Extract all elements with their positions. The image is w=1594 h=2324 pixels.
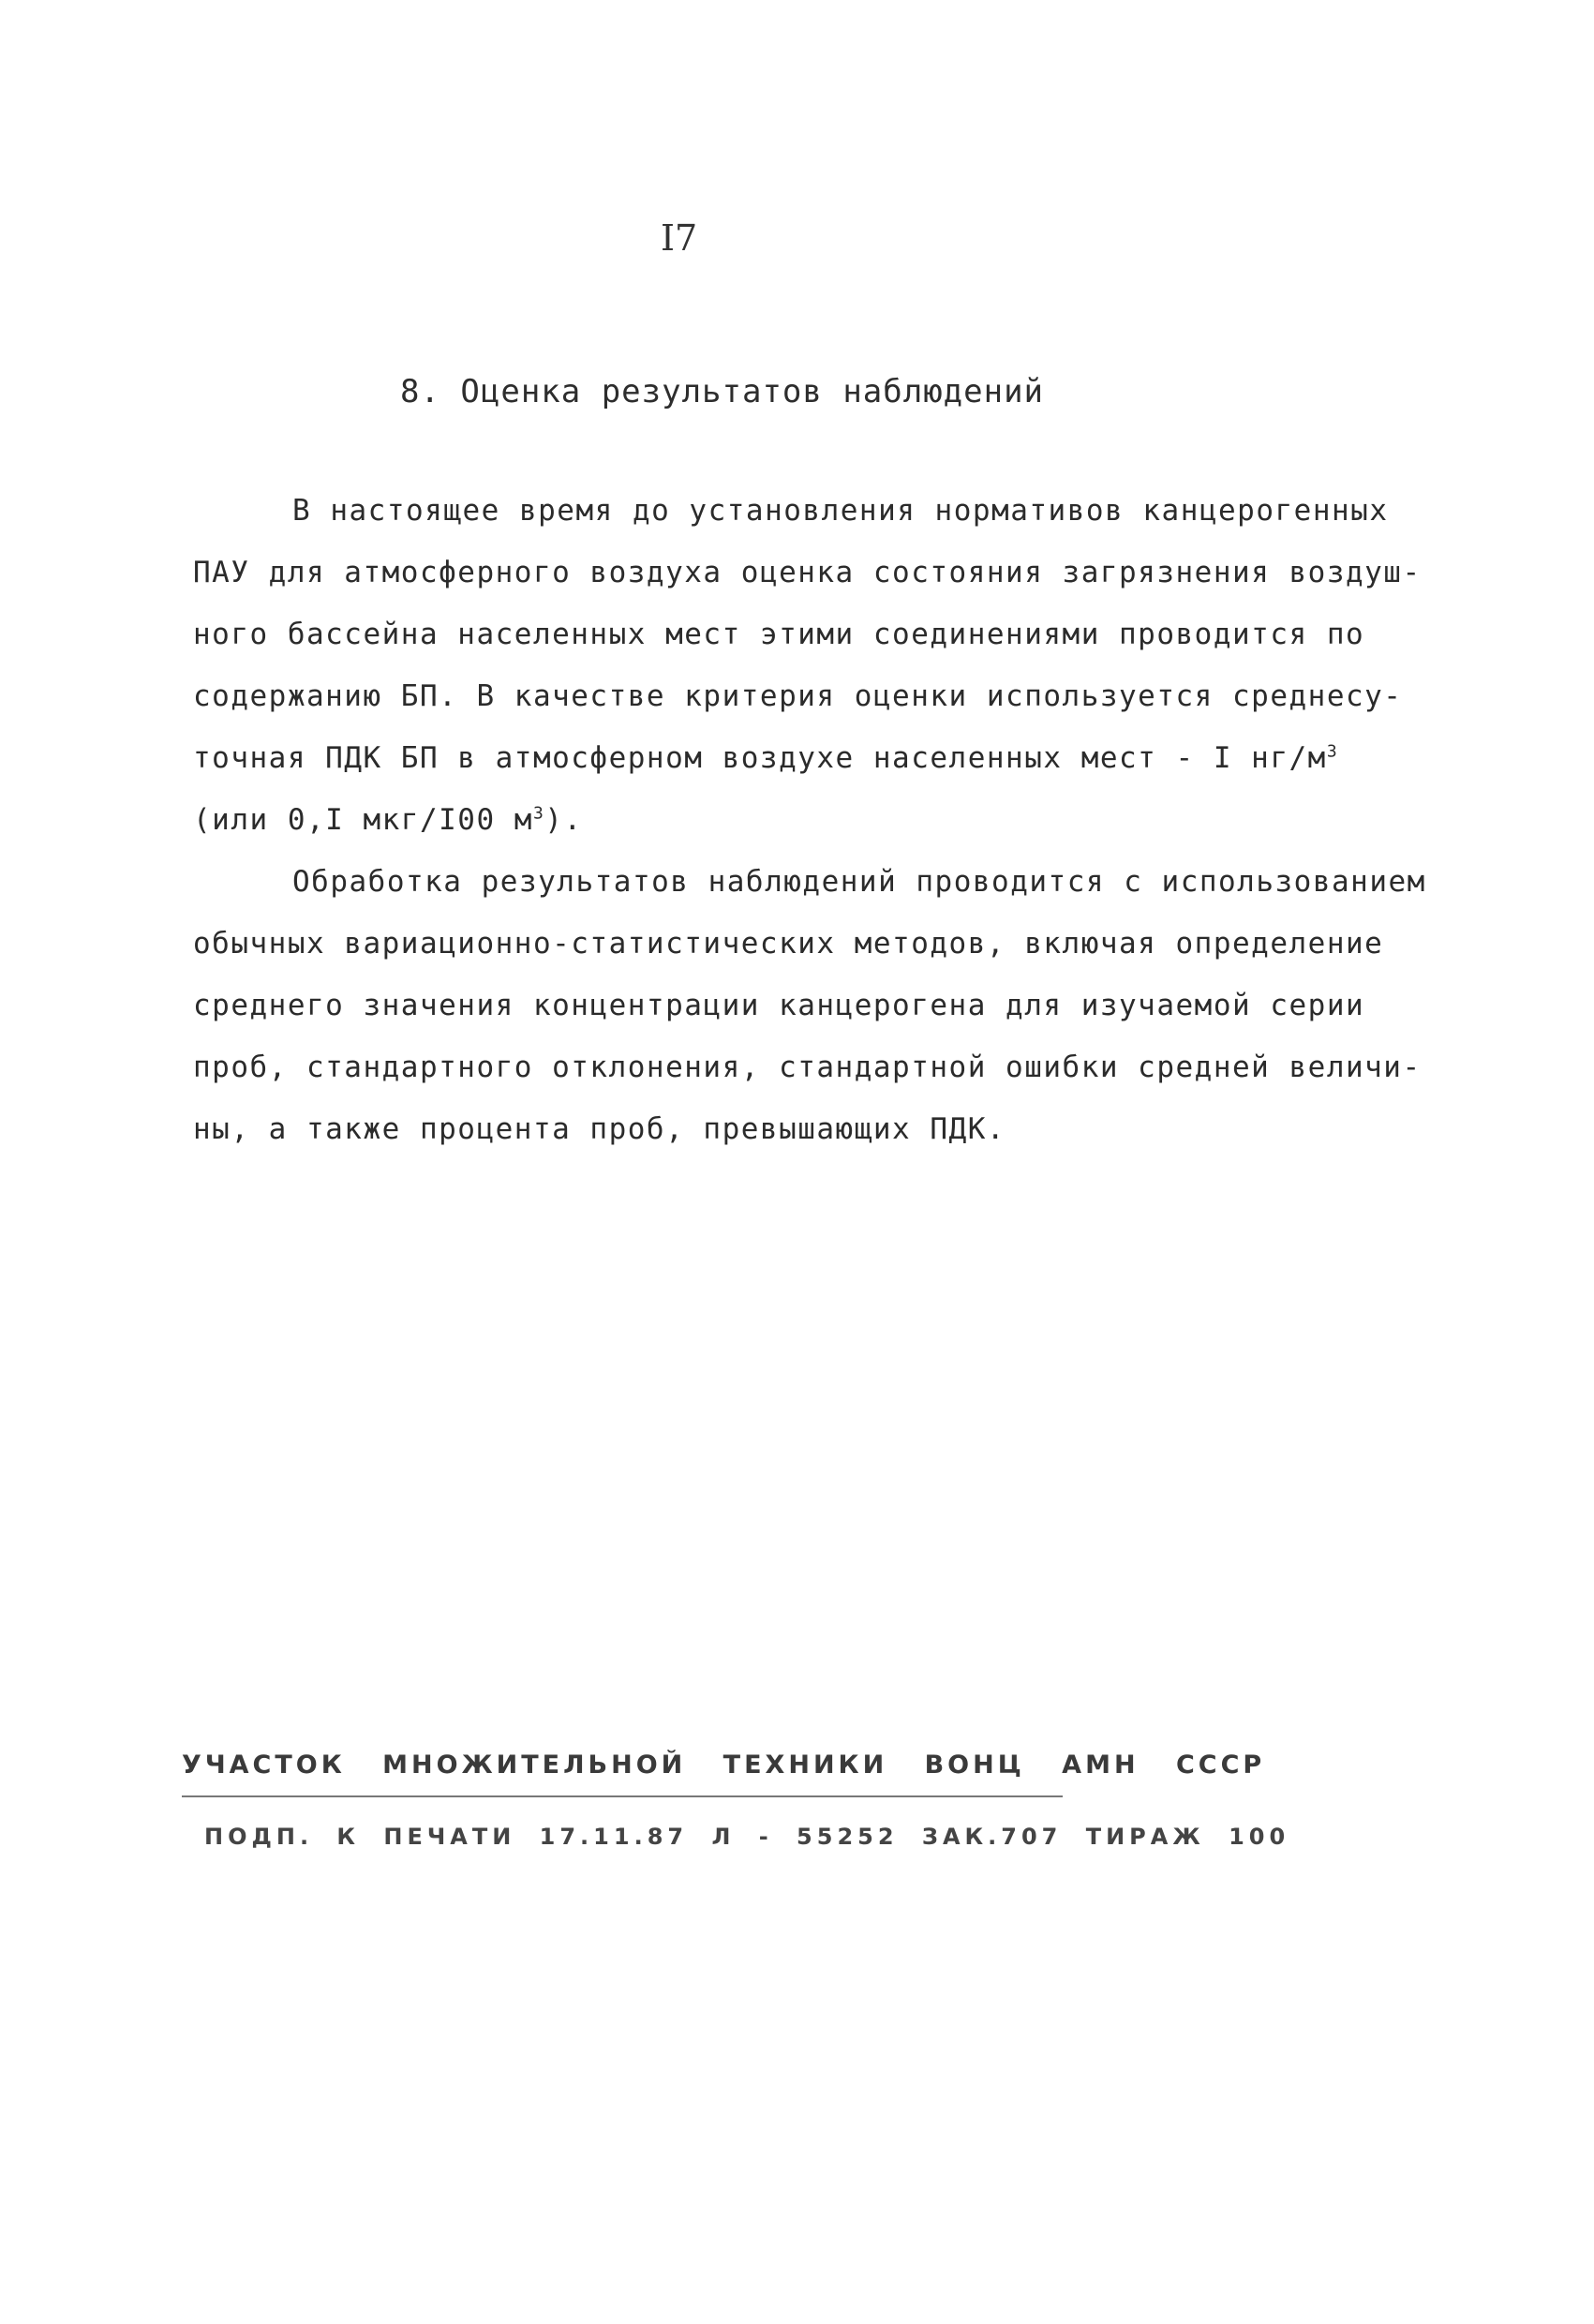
- paragraph-2-line-5: ны, а также процента проб, превышающих ПДК.: [193, 1112, 1006, 1146]
- section-title: 8. Оценка результатов наблюдений: [400, 373, 1045, 410]
- paragraph-1-line-6: [193, 789, 1439, 851]
- paragraph-1-line-6-text: (или 0,I мкг/I00 м: [193, 803, 533, 837]
- paragraph-1-line-6-end: ).: [544, 803, 583, 837]
- paragraph-2-line-3: среднего значения концентрации канцерогена для изучаемой серии: [193, 989, 1365, 1022]
- paragraph-1-line-3: ного бассейна населенных мест этими соединениями проводится по: [193, 618, 1365, 651]
- paragraph-1-line-1: В настоящее время до установления нормативов канцерогенных: [292, 494, 1389, 528]
- paragraph-2-line-1: Обработка результатов наблюдений проводится с использованием: [292, 865, 1426, 899]
- paragraph-1-line-5: [193, 727, 1439, 789]
- imprint-divider: [182, 1795, 1063, 1797]
- imprint-block: [182, 1750, 1290, 1850]
- paragraph-1-line-2: ПАУ для атмосферного воздуха оценка состояния загрязнения воздуш-: [193, 556, 1422, 589]
- paragraph-1-line-4: содержанию БП. В качестве критерия оценки используется среднесу-: [193, 679, 1403, 713]
- superscript-cubic: 3: [1326, 741, 1339, 762]
- paragraph-2-line-4: проб, стандартного отклонения, стандартной ошибки средней величи-: [193, 1050, 1422, 1084]
- imprint-publisher: УЧАСТОК МНОЖИТЕЛЬНОЙ ТЕХНИКИ ВОНЦ АМН СССР: [182, 1750, 1266, 1780]
- imprint-print-details: ПОДП. К ПЕЧАТИ 17.11.87 Л - 55252 ЗАК.707 ТИРАЖ 100: [204, 1824, 1290, 1850]
- paragraph-2-line-2: обычных вариационно-статистических методов, включая определение: [193, 927, 1384, 961]
- paragraph-1-line-5-text: точная ПДК БП в атмосферном воздухе населенных мест - I нг/м: [193, 741, 1327, 775]
- superscript-cubic-2: 3: [532, 803, 545, 824]
- body-text: [193, 480, 1439, 1160]
- page-number: I7: [661, 217, 698, 259]
